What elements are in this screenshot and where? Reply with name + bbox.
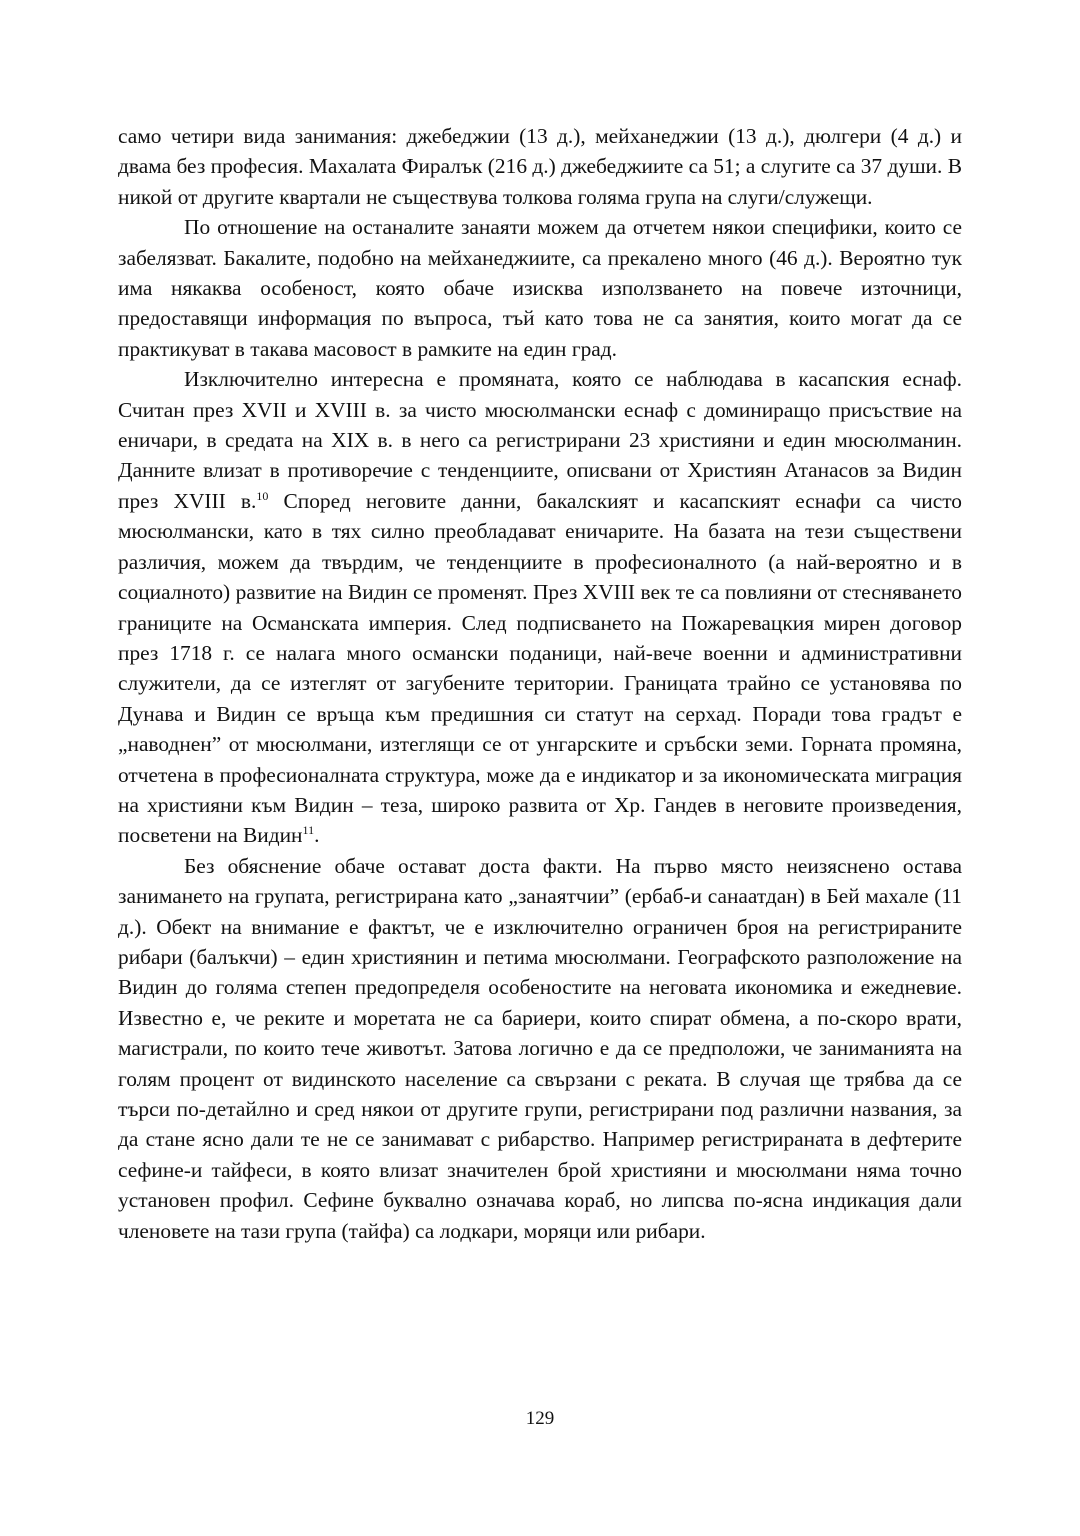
paragraph-4: Без обяснение обаче остават доста факти. На първо място неизяснено остава занимането на групата, регистрирана като „занаятчии” (ербаб-и санаатдан) в Бей махале (11 д.). Обект на внимание е фактът, че е изключително ограничен броя на регистрираните рибари (балъкчи) – един християнин и петима мюсюлмани. Географското разположение на Видин до голяма степен предопределя особеностите на неговата икономика и ежедневие. Известно е, че реките и моретата не са бариери, които спират обмена, а по-скоро врати, магистрали, по които тече животът. Затова логично е да се предположи, че заниманията на голям процент от видинското население са свързани с реката. В случая ще трябва да се търси по-детайлно и сред някои от другите групи, регистрирани под различни названия, за да стане ясно дали те не се занимават с рибарство. Например регистрираната в дефтерите сефине-и тайфеси, в която влизат значителен брой християни и мюсюлмани няма точно установен профил. Сефине буквално означава кораб, но липсва по-ясна индикация дали членовете на тази група (тайфа) са лодкари, моряци или рибари. <box>118 853 962 1243</box>
page-number: 129 <box>525 1408 555 1429</box>
paragraph-2: По отношение на останалите занаяти можем да отчетем някои специфики, които се забелязват. Бакалите, подобно на мейханеджиите, са прекалено много (46 д.). Вероятно тук има някаква особеност, която обаче изисква използването на повече източници, предоставящи информация по въпроса, тъй като това не са занятия, които могат да се практикуват в такава масовост в рамките на един град. <box>118 215 962 361</box>
paragraph-3 <box>118 364 962 851</box>
paragraph-3-part-a: Изключително интересна е промяната, която се наблюдава в касапския еснаф. Считан през XVII и XVIII в. за чисто мюсюлмански еснаф с доминиращо присъствие на еничари, в средата на XIX в. в него са регистрирани 23 християни и един мюсюлманин. Данните влизат в противоречие с тенденциите, описвани от Християн Атанасов за Видин през XVIII в. <box>118 367 962 513</box>
paragraph-3-part-c: . <box>314 823 320 848</box>
paragraph-1: само четири вида занимания: джебеджии (13 д.), мейханеджии (13 д.), дюлгери (4 д.) и двама без професия. Махалата Фиралък (216 д.) джебеджиите са 51; а слугите са 37 души. В никой от другите квартали не съществува толкова голяма група на слуги/служещи. <box>118 124 962 209</box>
paragraph-3-part-b: Според неговите данни, бакалският и касапският еснафи са чисто мюсюлмански, като в тях силно преобладават еничарите. На базата на тези съществени различия, можем да твърдим, че тенденциите в професионалното (а най-вероятно и в социалното) развитие на Видин се променят. През XVIII век те са повлияни от стесняването границите на Османската империя. След подписването на Пожаревацкия мирен договор през 1718 г. се налага много османски поданици, най-вече военни и административни служители, да се изтеглят от загубените територии. Границата трайно се установява по Дунава и Видин се връща към предишния си статут на серхад. Поради това градът е „наводнен” от мюсюлмани, изтеглящи се от унгарските и сръбски земи. Горната промяна, отчетена в професионалната структура, може да е индикатор и за икономическата миграция на християни към Видин – теза, широко развита от Хр. Гандев в неговите произведения, посветени на Видин <box>118 488 962 848</box>
footnote-ref-10[interactable]: 10 <box>256 488 269 503</box>
body-text <box>118 121 962 1246</box>
footnote-ref-11[interactable]: 11 <box>302 823 315 838</box>
